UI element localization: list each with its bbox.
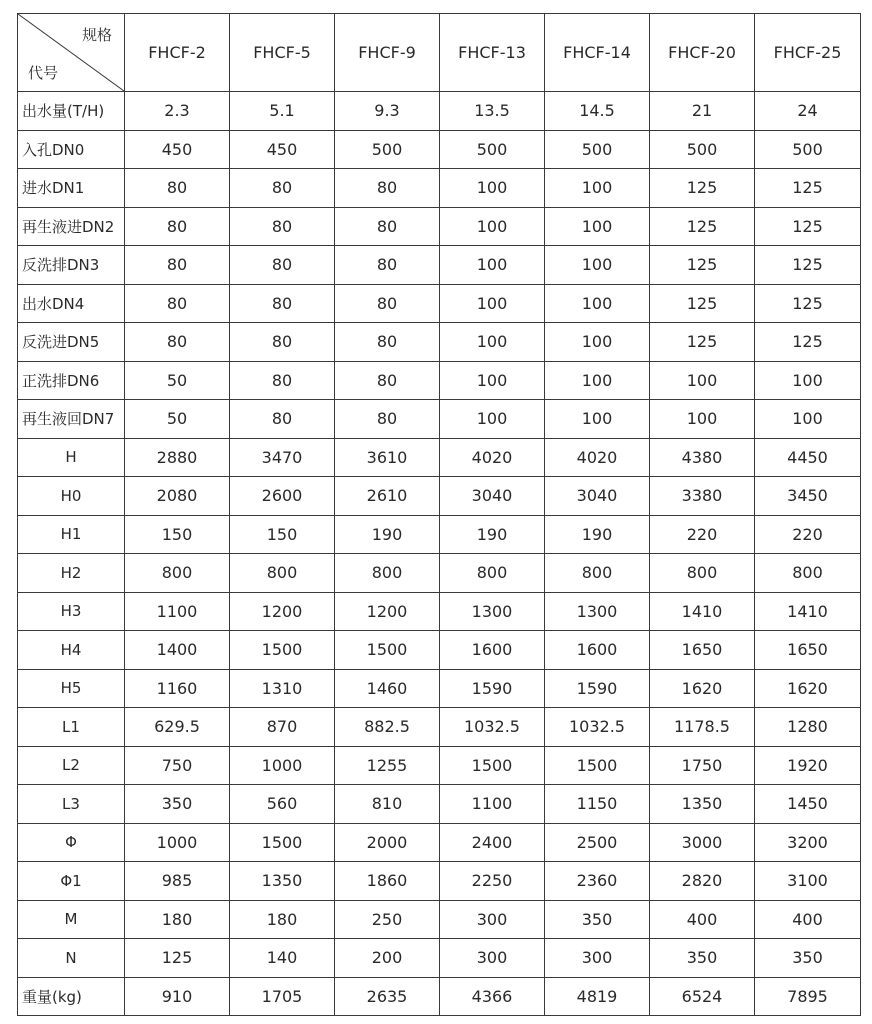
table-cell: 24 [755, 92, 861, 131]
row-label: H3 [18, 592, 125, 631]
table-cell: 4020 [440, 438, 545, 477]
table-row [18, 246, 861, 285]
table-cell: 80 [335, 400, 440, 439]
table-cell: 1150 [545, 785, 650, 824]
table-cell: 450 [230, 130, 335, 169]
table-cell: 1350 [230, 862, 335, 901]
table-cell: 3200 [755, 823, 861, 862]
table-cell: 1410 [650, 592, 755, 631]
table-cell: 100 [440, 323, 545, 362]
table-row [18, 515, 861, 554]
corner-cell [18, 14, 125, 92]
table-cell: 4380 [650, 438, 755, 477]
table-row [18, 669, 861, 708]
table-cell: 300 [440, 900, 545, 939]
table-cell: 80 [125, 207, 230, 246]
table-cell: 300 [440, 939, 545, 978]
table-row [18, 862, 861, 901]
row-label: 进水DN1 [18, 169, 125, 208]
table-cell: 800 [755, 554, 861, 593]
table-cell: 870 [230, 708, 335, 747]
table-cell: 2250 [440, 862, 545, 901]
table-row [18, 207, 861, 246]
table-cell: 100 [545, 246, 650, 285]
table-cell: 190 [545, 515, 650, 554]
row-label: 入孔DN0 [18, 130, 125, 169]
row-label: 出水量(T/H) [18, 92, 125, 131]
table-cell: 350 [650, 939, 755, 978]
table-row [18, 554, 861, 593]
model-header: FHCF-2 [125, 14, 230, 92]
table-cell: 100 [440, 246, 545, 285]
table-cell: 400 [650, 900, 755, 939]
table-cell: 1310 [230, 669, 335, 708]
table-cell: 1920 [755, 746, 861, 785]
row-label: Φ1 [18, 862, 125, 901]
table-cell: 125 [755, 169, 861, 208]
table-cell: 560 [230, 785, 335, 824]
table-cell: 180 [230, 900, 335, 939]
table-cell: 1860 [335, 862, 440, 901]
table-cell: 500 [650, 130, 755, 169]
table-cell: 2820 [650, 862, 755, 901]
table-row [18, 900, 861, 939]
row-label: 反洗排DN3 [18, 246, 125, 285]
table-cell: 1410 [755, 592, 861, 631]
table-cell: 1500 [335, 631, 440, 670]
table-cell: 2880 [125, 438, 230, 477]
table-cell: 80 [230, 323, 335, 362]
table-cell: 3610 [335, 438, 440, 477]
table-cell: 1600 [440, 631, 545, 670]
table-cell: 180 [125, 900, 230, 939]
table-row [18, 592, 861, 631]
table-cell: 882.5 [335, 708, 440, 747]
table-row [18, 323, 861, 362]
header-row [18, 14, 861, 92]
model-header: FHCF-9 [335, 14, 440, 92]
table-row [18, 400, 861, 439]
table-cell: 150 [125, 515, 230, 554]
table-cell: 1620 [650, 669, 755, 708]
table-cell: 1100 [440, 785, 545, 824]
row-label: Φ [18, 823, 125, 862]
table-cell: 200 [335, 939, 440, 978]
table-cell: 125 [650, 169, 755, 208]
table-cell: 140 [230, 939, 335, 978]
table-cell: 1200 [230, 592, 335, 631]
table-cell: 2500 [545, 823, 650, 862]
table-cell: 100 [545, 323, 650, 362]
table-cell: 100 [755, 361, 861, 400]
row-label: 重量(kg) [18, 977, 125, 1016]
table-cell: 80 [335, 361, 440, 400]
table-row [18, 823, 861, 862]
row-label: 正洗排DN6 [18, 361, 125, 400]
table-cell: 1500 [545, 746, 650, 785]
table-cell: 1460 [335, 669, 440, 708]
table-row [18, 631, 861, 670]
table-cell: 1400 [125, 631, 230, 670]
table-cell: 80 [125, 284, 230, 323]
table-cell: 800 [545, 554, 650, 593]
table-cell: 125 [755, 323, 861, 362]
model-header: FHCF-13 [440, 14, 545, 92]
table-cell: 1000 [125, 823, 230, 862]
table-cell: 1500 [230, 823, 335, 862]
table-cell: 400 [755, 900, 861, 939]
table-cell: 910 [125, 977, 230, 1016]
table-cell: 2080 [125, 477, 230, 516]
table-cell: 1590 [440, 669, 545, 708]
table-cell: 629.5 [125, 708, 230, 747]
row-label: M [18, 900, 125, 939]
table-cell: 1300 [545, 592, 650, 631]
table-cell: 4450 [755, 438, 861, 477]
table-cell: 2600 [230, 477, 335, 516]
table-row [18, 708, 861, 747]
table-cell: 21 [650, 92, 755, 131]
table-cell: 1500 [230, 631, 335, 670]
table-cell: 350 [755, 939, 861, 978]
table-cell: 3040 [440, 477, 545, 516]
table-cell: 3100 [755, 862, 861, 901]
table-cell: 1500 [440, 746, 545, 785]
model-header: FHCF-20 [650, 14, 755, 92]
table-cell: 1590 [545, 669, 650, 708]
row-label: H2 [18, 554, 125, 593]
table-cell: 80 [230, 400, 335, 439]
table-cell: 750 [125, 746, 230, 785]
table-cell: 100 [545, 400, 650, 439]
table-cell: 1032.5 [545, 708, 650, 747]
table-row [18, 939, 861, 978]
row-label: H5 [18, 669, 125, 708]
table-cell: 80 [230, 361, 335, 400]
table-cell: 1350 [650, 785, 755, 824]
table-cell: 13.5 [440, 92, 545, 131]
row-label: H1 [18, 515, 125, 554]
table-cell: 100 [440, 169, 545, 208]
row-label: L3 [18, 785, 125, 824]
table-cell: 80 [230, 169, 335, 208]
table-cell: 80 [125, 246, 230, 285]
code-header-label: 代号 [28, 64, 59, 82]
table-cell: 1032.5 [440, 708, 545, 747]
table-cell: 800 [440, 554, 545, 593]
table-cell: 1750 [650, 746, 755, 785]
table-cell: 2360 [545, 862, 650, 901]
table-cell: 500 [440, 130, 545, 169]
table-cell: 3450 [755, 477, 861, 516]
table-row [18, 746, 861, 785]
table-cell: 250 [335, 900, 440, 939]
table-cell: 50 [125, 400, 230, 439]
row-label: 再生液进DN2 [18, 207, 125, 246]
table-cell: 500 [545, 130, 650, 169]
table-cell: 190 [335, 515, 440, 554]
table-cell: 220 [650, 515, 755, 554]
table-cell: 800 [230, 554, 335, 593]
row-label: L2 [18, 746, 125, 785]
table-cell: 6524 [650, 977, 755, 1016]
table-cell: 350 [545, 900, 650, 939]
table-cell: 100 [440, 361, 545, 400]
model-header: FHCF-25 [755, 14, 861, 92]
model-header: FHCF-14 [545, 14, 650, 92]
row-label: N [18, 939, 125, 978]
table-cell: 1650 [755, 631, 861, 670]
table-cell: 80 [335, 246, 440, 285]
table-row [18, 361, 861, 400]
model-header: FHCF-5 [230, 14, 335, 92]
table-cell: 1280 [755, 708, 861, 747]
spec-header-label: 规格 [81, 26, 112, 44]
table-cell: 1300 [440, 592, 545, 631]
table-cell: 5.1 [230, 92, 335, 131]
table-cell: 1100 [125, 592, 230, 631]
table-cell: 80 [335, 284, 440, 323]
table-cell: 80 [125, 169, 230, 208]
row-label: H4 [18, 631, 125, 670]
table-cell: 1705 [230, 977, 335, 1016]
table-cell: 3000 [650, 823, 755, 862]
table-cell: 2610 [335, 477, 440, 516]
table-cell: 800 [650, 554, 755, 593]
table-cell: 150 [230, 515, 335, 554]
table-cell: 125 [650, 246, 755, 285]
table-cell: 3380 [650, 477, 755, 516]
table-cell: 9.3 [335, 92, 440, 131]
table-cell: 125 [125, 939, 230, 978]
table-cell: 50 [125, 361, 230, 400]
table-cell: 14.5 [545, 92, 650, 131]
table-cell: 80 [335, 323, 440, 362]
table-cell: 4020 [545, 438, 650, 477]
table-row [18, 169, 861, 208]
table-row [18, 92, 861, 131]
table-row [18, 977, 861, 1016]
table-row [18, 284, 861, 323]
table-cell: 985 [125, 862, 230, 901]
table-cell: 300 [545, 939, 650, 978]
table-cell: 1000 [230, 746, 335, 785]
table-cell: 100 [545, 207, 650, 246]
table-cell: 810 [335, 785, 440, 824]
table-cell: 80 [125, 323, 230, 362]
table-row [18, 438, 861, 477]
table-cell: 100 [440, 207, 545, 246]
table-cell: 500 [755, 130, 861, 169]
table-cell: 80 [230, 246, 335, 285]
table-cell: 500 [335, 130, 440, 169]
table-cell: 100 [545, 361, 650, 400]
table-cell: 350 [125, 785, 230, 824]
table-cell: 80 [230, 284, 335, 323]
table-cell: 1600 [545, 631, 650, 670]
table-cell: 1255 [335, 746, 440, 785]
table-cell: 100 [650, 361, 755, 400]
table-cell: 125 [650, 284, 755, 323]
row-label: H0 [18, 477, 125, 516]
table-cell: 450 [125, 130, 230, 169]
table-cell: 1450 [755, 785, 861, 824]
table-cell: 80 [230, 207, 335, 246]
table-cell: 100 [650, 400, 755, 439]
table-cell: 1650 [650, 631, 755, 670]
table-cell: 1160 [125, 669, 230, 708]
table-cell: 2000 [335, 823, 440, 862]
spec-table [17, 13, 861, 1016]
table-cell: 3470 [230, 438, 335, 477]
table-cell: 125 [755, 246, 861, 285]
table-body [18, 14, 861, 1016]
row-label: 出水DN4 [18, 284, 125, 323]
table-cell: 125 [650, 207, 755, 246]
table-cell: 4366 [440, 977, 545, 1016]
table-cell: 125 [755, 207, 861, 246]
table-row [18, 785, 861, 824]
row-label: 再生液回DN7 [18, 400, 125, 439]
table-cell: 100 [545, 169, 650, 208]
table-cell: 125 [650, 323, 755, 362]
row-label: L1 [18, 708, 125, 747]
table-cell: 800 [125, 554, 230, 593]
table-cell: 7895 [755, 977, 861, 1016]
table-cell: 4819 [545, 977, 650, 1016]
table-cell: 3040 [545, 477, 650, 516]
table-cell: 80 [335, 169, 440, 208]
row-label: H [18, 438, 125, 477]
table-cell: 80 [335, 207, 440, 246]
table-cell: 2635 [335, 977, 440, 1016]
table-row [18, 477, 861, 516]
table-cell: 100 [440, 400, 545, 439]
table-cell: 800 [335, 554, 440, 593]
table-cell: 125 [755, 284, 861, 323]
row-label: 反洗进DN5 [18, 323, 125, 362]
table-cell: 100 [545, 284, 650, 323]
table-cell: 220 [755, 515, 861, 554]
table-cell: 190 [440, 515, 545, 554]
table-cell: 1620 [755, 669, 861, 708]
table-cell: 1178.5 [650, 708, 755, 747]
table-row [18, 130, 861, 169]
table-cell: 2400 [440, 823, 545, 862]
table-cell: 100 [440, 284, 545, 323]
table-cell: 100 [755, 400, 861, 439]
table-cell: 2.3 [125, 92, 230, 131]
table-cell: 1200 [335, 592, 440, 631]
